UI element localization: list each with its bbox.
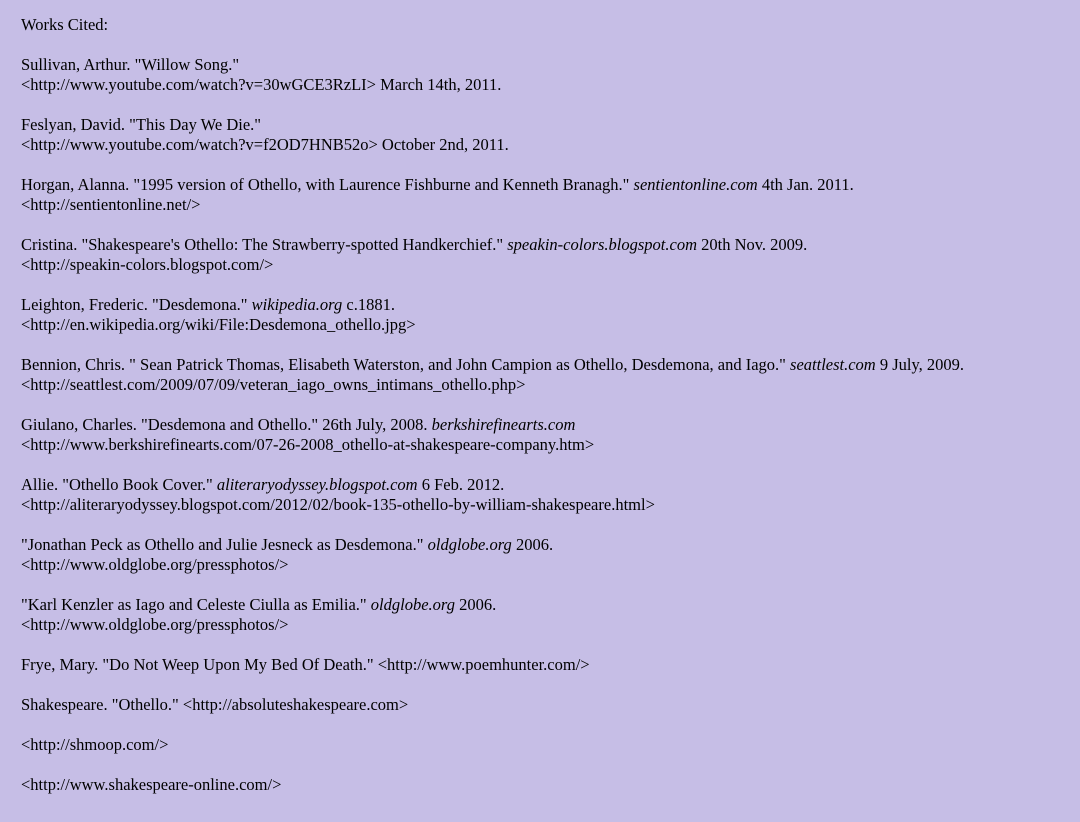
citation-feslyan: [21, 115, 1061, 155]
citation-site: oldglobe.org: [427, 535, 512, 554]
citation-url-line: <http://www.oldglobe.org/pressphotos/>: [21, 555, 289, 574]
citation-url-line: <http://speakin-colors.blogspot.com/>: [21, 255, 274, 274]
citation-url-line: <http://www.oldglobe.org/pressphotos/>: [21, 615, 289, 634]
citation-date: 2006.: [511, 535, 554, 554]
citation-shakespeare: [21, 695, 1061, 715]
citation-site: oldglobe.org: [370, 595, 455, 614]
citation-url-line: <http://en.wikipedia.org/wiki/File:Desdemona_othello.jpg>: [21, 315, 416, 334]
citation-peck: [21, 535, 1061, 575]
citation-site: speakin-colors.blogspot.com: [507, 235, 697, 254]
citation-bennion: [21, 355, 1061, 395]
citation-text: Feslyan, David. "This Day We Die.": [21, 115, 262, 134]
citation-shmoop: [21, 735, 1061, 755]
citation-date: 6 Feb. 2012.: [417, 475, 505, 494]
citation-text: Shakespeare. "Othello." <http://absoluteshakespeare.com>: [21, 695, 409, 714]
citation-site: berkshirefinearts.com: [431, 415, 576, 434]
citation-date: 20th Nov. 2009.: [697, 235, 808, 254]
citation-kenzler: [21, 595, 1061, 635]
citation-text: <http://shmoop.com/>: [21, 735, 169, 754]
citation-site: aliteraryodyssey.blogspot.com: [216, 475, 418, 494]
citation-cristina: [21, 235, 1061, 275]
citation-shakespeare-online: [21, 775, 1061, 795]
citation-text: Cristina. "Shakespeare's Othello: The Strawberry-spotted Handkerchief.": [21, 235, 508, 254]
citation-date: 2006.: [454, 595, 497, 614]
citation-text: Allie. "Othello Book Cover.": [21, 475, 217, 494]
citation-text: "Jonathan Peck as Othello and Julie Jesneck as Desdemona.": [21, 535, 428, 554]
works-cited-heading: Works Cited:: [21, 15, 109, 34]
citation-sullivan: [21, 55, 1061, 95]
citation-text: <http://www.shakespeare-online.com/>: [21, 775, 282, 794]
citation-allie: [21, 475, 1061, 515]
citation-text: Bennion, Chris. " Sean Patrick Thomas, Elisabeth Waterston, and John Campion as Othello, Desdemona, and Iago.": [21, 355, 791, 374]
works-cited-page: [21, 15, 1061, 815]
citation-leighton: [21, 295, 1061, 335]
citation-text: Leighton, Frederic. "Desdemona.": [21, 295, 252, 314]
citation-date: c.1881.: [342, 295, 395, 314]
citation-text: Horgan, Alanna. "1995 version of Othello, with Laurence Fishburne and Kenneth Branagh.": [21, 175, 634, 194]
citation-giulano: [21, 415, 1061, 455]
citation-text: Sullivan, Arthur. "Willow Song.": [21, 55, 240, 74]
citation-url-line: <http://www.youtube.com/watch?v=f2OD7HNB52o> October 2nd, 2011.: [21, 135, 509, 154]
citation-frye: [21, 655, 1061, 675]
citation-date-url: 9 July, 2009. <http://seattlest.com/2009/07/09/veteran_iago_owns_intimans_othello.php>: [21, 355, 965, 394]
citation-url-line: <http://www.berkshirefinearts.com/07-26-2008_othello-at-shakespeare-company.htm>: [21, 435, 595, 454]
citation-url-line: <http://aliteraryodyssey.blogspot.com/2012/02/book-135-othello-by-william-shakespeare.html>: [21, 495, 655, 514]
citation-text: "Karl Kenzler as Iago and Celeste Ciulla as Emilia.": [21, 595, 371, 614]
citation-url-line: <http://sentientonline.net/>: [21, 195, 201, 214]
citation-text: Giulano, Charles. "Desdemona and Othello." 26th July, 2008.: [21, 415, 432, 434]
citation-site: sentientonline.com: [633, 175, 758, 194]
citation-site: wikipedia.org: [251, 295, 343, 314]
citation-text: Frye, Mary. "Do Not Weep Upon My Bed Of Death." <http://www.poemhunter.com/>: [21, 655, 590, 674]
citation-horgan: [21, 175, 1061, 215]
citation-date: 4th Jan. 2011.: [757, 175, 854, 194]
citation-url-line: <http://www.youtube.com/watch?v=30wGCE3RzLI> March 14th, 2011.: [21, 75, 502, 94]
citation-site: seattlest.com: [790, 355, 876, 374]
